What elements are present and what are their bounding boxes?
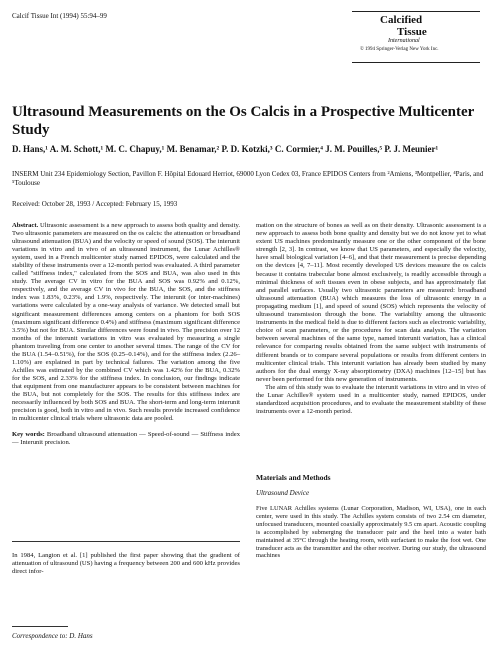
journal-logo: [352, 11, 480, 63]
logo-line-3: International: [388, 38, 420, 44]
abstract-divider: [12, 541, 240, 542]
journal-reference: Calcif Tissue Int (1994) 55:94–99: [12, 12, 107, 20]
article-title: Ultrasound Measurements on the Os Calcis in a Prospective Multicenter Study: [12, 104, 475, 138]
right-paragraph-1: mation on the structure of bones as well as on their density. Ultrasonic assessment is a new approach to assess both bone quality and density but we do not know yet to what extent US machines predominantly measure one or the other component of the bone strength [2, 3]. In contrast, we know that US parameters, and especially the velocity, have small biological variation [4–6], and that their measurement is precise depending on the devices [4, 7–11]. Most recently developed US devices measure the os calcis because it contains trabecular bone almost exclusively, is readily accessible through a minimal thickness of soft tissues even in obese subjects, and has approximately flat and parallel surfaces. Usually two ultrasonic parameters are measured: broadband ultrasound attenuation (BUA) which measures the loss of ultrasonic energy in a propagating medium [1], and speed of sound (SOS) which represents the velocity of ultrasound transmission through the bone. The variability among the ultrasonic instruments in the medical field is due to different factors such as electronic variability, choice of scan parameters, or the procedures for scan data analysis. The variation between several machines of the same type, named interunit variation, has a clinical relevance for comparing results obtained from the same subject with instruments of different brands or to compare several populations or results from different centers in multicenter clinical trials. This interunit variation has already been studied by many authors for the dual energy X-ray absorptiometry (DXA) machines [12–15] but has never been performed for this new generation of instruments.: [256, 222, 486, 383]
received-dates: Received: October 28, 1993 / Accepted: February 15, 1993: [12, 200, 178, 208]
right-paragraph-2: The aim of this study was to evaluate the interunit variations in vitro and in vivo of the Lunar Achilles® system used in a multicenter study, named EPIDOS, under standardized acquisition procedures, and to evaluate the measurement stability of these instruments over a 12-month period.: [256, 383, 486, 416]
affiliations: INSERM Unit 234 Epidemiology Section, Pavillon F. Hôpital Edouard Herriot, 69000 Lyon Cedex 03, France EPIDOS Centers from ²Amiens, ³Montpellier, ⁴Paris, and ⁵Toulouse: [12, 170, 484, 187]
materials-methods-heading: Materials and Methods: [256, 473, 331, 482]
abstract-block: [12, 222, 240, 447]
right-column: [256, 222, 486, 416]
introduction-text: In 1984, Langton et al. [1] published the first paper showing that the gradient of attenuation of ultrasound (US) having a frequency between 200 and 600 kHz provides direct infor-: [12, 552, 240, 576]
abstract-paragraph: [12, 222, 240, 423]
keywords-label: Key words:: [12, 431, 45, 439]
abstract-label: Abstract.: [12, 222, 39, 229]
ultrasound-device-heading: Ultrasound Device: [256, 489, 310, 497]
ultrasound-device-text: Five LUNAR Achilles systems (Lunar Corporation, Madison, WI, USA), one in each center, were used in this study. The Achilles system consists of two 2.54 cm diameter, unfocused transducers, mounted coaxially approximately 9.5 cm apart. Acoustic coupling is accomplished by submerging the transducer pair and the heel into a water bath maintained at 35°C through the heating room, with surfactant to make the foot wet. One transducer acts as the transmitter and the other receiver. During our study, the ultrasound machines: [256, 505, 486, 560]
keywords-text: Broadband ultrasound attenuation — Speed-of-sound — Stiffness index — Interunit precision.: [12, 431, 241, 447]
logo-line-2: Tissue: [397, 26, 427, 38]
author-list: D. Hans,¹ A. M. Schott,¹ M. C. Chapuy,¹ M. Benamar,² P. D. Kotzki,³ C. Cormier,⁴ J. M. Pouilles,⁵ P. J. Meunier¹: [12, 144, 439, 154]
footnote-divider: [12, 626, 68, 627]
abstract-text: Ultrasonic assessment is a new approach to assess both quality and density. Two ultrasonic parameters are measured on the os calcis: the attenuation or broadband ultrasound attenuation (BUA) and the velocity or speed of sound (SOS). The interunit variations in vitro and in vivo of an ultrasound instrument, the Lunar Achilles® system, used in a French multicenter study named EPIDOS, were calculated and the stability of these instruments over a 12-month period was evaluated. A third parameter called "stiffness index," calculated from the SOS and BUA, was also used in this study. The average CV in vitro for the BUA and SOS was 0.92% and 0.12%, respectively, and the average CV in vivo for the BUA, the SOS, and the stiffness index was 1.83%, 0.23%, and 1.9%, respectively. The interunit (or inter-machines) variations were calculated by a one-way analysis of variance. We detected small but significant measurement differences among centers on a phantom for both SOS (maximum significant difference 0.4%) and stiffness (maximum significant difference 3.5%) but not for BUA. Similar differences were found in vivo. The precision over 12 months of the interunit variations in vitro was evaluated by measuring a single phantom traveling from one center to another several times. The range of the CV for the BUA (1.54–0.51%), for the SOS (0.25–0.14%), and for the stiffness index (2.26–1.10%) are explained in part by technical failures. The variation among the five Achilles was estimated by the combined CV which was 1.42% for the BUA, 0.32% for the SOS, and 2.33% for the stiffness index. In conclusion, our findings indicate that equipment from one manufacturer appears to be consistent between machines for the BUA, but not completely for the SOS. The results for this stiffness index are necessarily influenced by both SOS and BUA. The short-term and long-term interunit precision is good, both in vitro and in vivo. Such results provide increased confidence in multicenter clinical trials where ultrasonic data are pooled.: [12, 222, 240, 423]
correspondence-note: Correspondence to: D. Hans: [12, 632, 93, 640]
logo-copyright: © 1994 Springer-Verlag New York Inc.: [360, 47, 439, 52]
logo-line-1: Calcified: [380, 14, 423, 26]
keywords-paragraph: [12, 431, 240, 447]
